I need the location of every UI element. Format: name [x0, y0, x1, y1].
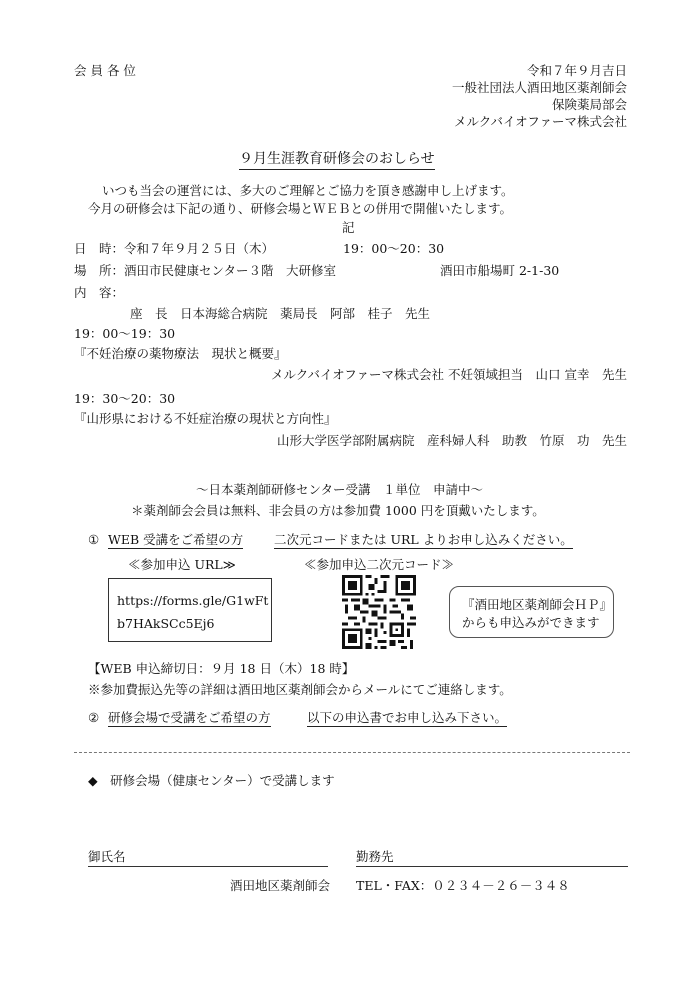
session-2-time: 19：30〜20：30	[74, 391, 176, 406]
url-label: ≪参加申込 URL≫	[128, 557, 236, 572]
name-label: 御氏名	[88, 849, 126, 864]
credit-line: 〜日本薬剤師研修センター受講 １単位 申請中〜	[196, 482, 484, 497]
cut-line	[74, 752, 630, 753]
sender-association: 一般社団法人酒田地区薬剤師会	[451, 80, 627, 95]
page-title: ９月生涯教育研修会のおしらせ	[239, 151, 435, 170]
footer-org: 酒田地区薬剤師会	[230, 878, 331, 893]
url-line-2[interactable]: b7HAkSCc5Ej6	[117, 616, 215, 631]
content-label: 内 容：	[74, 285, 125, 300]
hp-note-box	[449, 586, 614, 638]
sender-company: メルクバイオファーマ株式会社	[453, 114, 627, 129]
url-box	[108, 578, 272, 642]
payment-note: ※参加費振込先等の詳細は酒田地区薬剤師会からメールにてご連絡します。	[88, 682, 512, 697]
fee-note: ＊薬剤師会会員は無料、非会員の方は参加費 1000 円を頂戴いたします。	[131, 503, 545, 518]
venue-heading: 研修会場で受講をご希望の方	[108, 710, 271, 725]
chairperson: 座 長 日本海総合病院 薬局長 阿部 桂子 先生	[130, 306, 431, 321]
web-heading-note: 二次元コードまたは URL よりお申し込みください。	[274, 532, 573, 547]
web-heading-number: ①	[88, 532, 100, 547]
venue-attend-option[interactable]: ◆ 研修会場（健康センター）で受講します	[88, 773, 335, 788]
web-heading: WEB 受講をご希望の方	[108, 532, 244, 547]
qr-code[interactable]	[342, 575, 416, 649]
event-address: 酒田市船場町 2-1-30	[440, 263, 560, 278]
session-1-speaker: メルクバイオファーマ株式会社 不妊領域担当 山口 宣幸 先生	[271, 367, 627, 382]
session-1-title: 『不妊治療の薬物療法 現状と概要』	[74, 346, 287, 361]
qr-label: ≪参加申込二次元コード≫	[304, 557, 455, 572]
workplace-label: 勤務先	[356, 849, 394, 864]
hp-note-line-1: 『酒田地区薬剤師会ＨＰ』	[462, 597, 613, 612]
session-1-time: 19：00〜19：30	[74, 326, 176, 341]
intro-line-1: いつも当会の運営には、多大のご理解とご協力を頂き感謝申し上げます。	[102, 183, 514, 198]
venue-heading-note: 以下の申込書でお申し込み下さい。	[307, 710, 508, 725]
issue-date: 令和７年９月吉日	[526, 63, 627, 78]
venue-heading-number: ②	[88, 710, 100, 725]
addressee: 会 員 各 位	[74, 63, 136, 78]
event-place: 場 所：酒田市民健康センター３階 大研修室	[74, 263, 337, 278]
session-2-speaker: 山形大学医学部附属病院 産科婦人科 助教 竹原 功 先生	[276, 433, 627, 448]
event-time: 19：00〜20：30	[343, 241, 445, 256]
workplace-field[interactable]	[356, 866, 628, 867]
url-line-1[interactable]: https://forms.gle/G1wFt	[117, 593, 269, 608]
footer-contact: TEL・FAX：０２３４－２６－３４８	[356, 878, 570, 893]
web-deadline: 【WEB 申込締切日：９月 18 日（木）18 時】	[88, 661, 355, 676]
hp-note-line-2: からも申込みができます	[462, 615, 600, 630]
ki-mark: 記	[342, 220, 355, 235]
session-2-title: 『山形県における不妊症治療の現状と方向性』	[74, 411, 337, 426]
intro-line-2: 今月の研修会は下記の通り、研修会場とＷＥＢとの併用で開催いたします。	[88, 201, 513, 216]
name-field[interactable]	[88, 866, 328, 867]
sender-division: 保険薬局部会	[551, 97, 627, 112]
event-date: 日 時：令和７年９月２５日（木）	[74, 241, 275, 256]
